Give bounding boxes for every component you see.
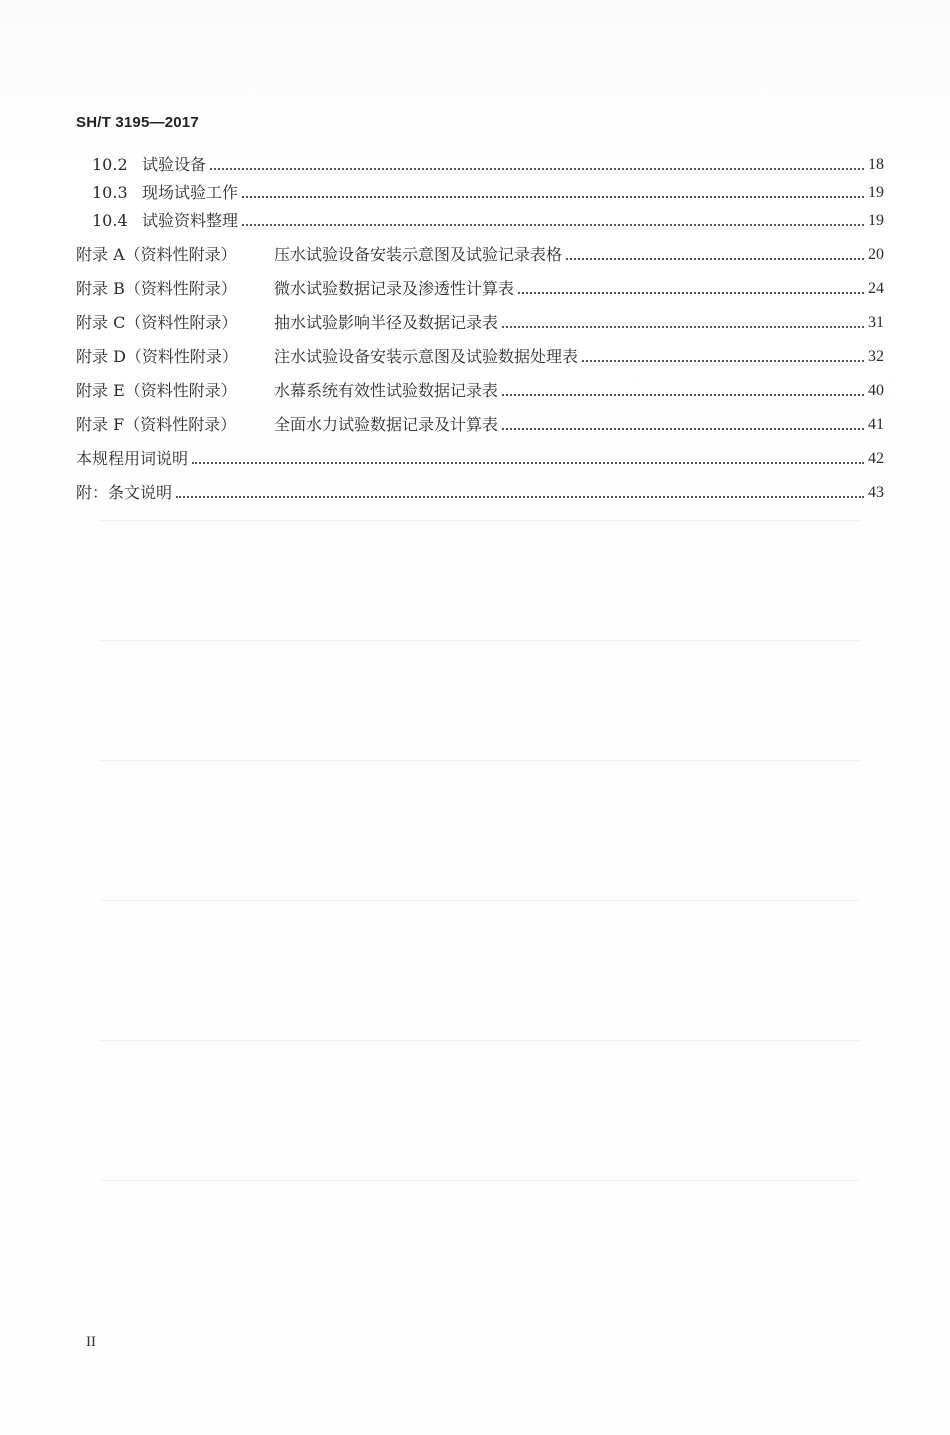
- toc-page-number: 24: [868, 280, 884, 297]
- toc-page-number: 32: [868, 348, 884, 365]
- toc-appendix-label: 附录 D（资料性附录）: [76, 347, 238, 366]
- toc-page-number: 40: [868, 382, 884, 399]
- toc-entry-appendix-c[interactable]: [76, 298, 884, 332]
- toc-dot-leader: [502, 427, 864, 430]
- bleed-through-line: [100, 520, 860, 521]
- toc-appendix-label: 附录 C（资料性附录）: [76, 313, 238, 332]
- toc-page-number: 19: [868, 212, 884, 229]
- toc-entry-title: 本规程用词说明: [76, 449, 189, 468]
- toc-page-number: 18: [868, 156, 884, 173]
- toc-appendix-title: 微水试验数据记录及渗透性计算表: [274, 279, 515, 298]
- toc-appendix-title: 水幕系统有效性试验数据记录表: [274, 381, 499, 400]
- document-code: SH/T 3195—2017: [76, 114, 199, 131]
- toc-page-number: 19: [868, 184, 884, 201]
- toc-dot-leader: [210, 167, 864, 170]
- toc-dot-leader: [518, 291, 864, 294]
- toc-page-number: 42: [868, 450, 884, 467]
- toc-dot-leader: [582, 359, 864, 362]
- toc-appendix-title: 压水试验设备安装示意图及试验记录表格: [274, 245, 563, 264]
- toc-entry-appendix-e[interactable]: [76, 366, 884, 400]
- toc-page-number: 41: [868, 416, 884, 433]
- toc-page-number: 43: [868, 484, 884, 501]
- toc-dot-leader: [176, 495, 864, 498]
- toc-section-title: 试验资料整理: [142, 211, 239, 230]
- toc-entry-10-2[interactable]: [76, 146, 884, 174]
- toc-dot-leader: [502, 325, 864, 328]
- bleed-through-line: [100, 1040, 860, 1041]
- toc-dot-leader: [502, 393, 864, 396]
- toc-entry-appendix-b[interactable]: [76, 264, 884, 298]
- toc-page-number: 20: [868, 246, 884, 263]
- bleed-through-line: [100, 1180, 860, 1181]
- bleed-through-line: [100, 640, 860, 641]
- toc-section-number: 10.4: [92, 211, 128, 230]
- toc-entry-10-4[interactable]: [76, 202, 884, 230]
- toc-appendix-label: 附录 A（资料性附录）: [76, 245, 237, 264]
- bleed-through-line: [100, 760, 860, 761]
- toc-appendix-title: 全面水力试验数据记录及计算表: [274, 415, 499, 434]
- toc-dot-leader: [566, 257, 864, 260]
- page-number-footer: II: [86, 1334, 96, 1350]
- toc-entry-title: 附：条文说明: [76, 483, 173, 502]
- toc-entry-10-3[interactable]: [76, 174, 884, 202]
- toc-appendix-label: 附录 F（资料性附录）: [76, 415, 237, 434]
- toc-page-number: 31: [868, 314, 884, 331]
- table-of-contents: [76, 146, 884, 502]
- toc-entry-appendix-a[interactable]: [76, 230, 884, 264]
- toc-entry-appendix-f[interactable]: [76, 400, 884, 434]
- toc-section-number: 10.2: [92, 155, 128, 174]
- toc-section-title: 试验设备: [142, 155, 207, 174]
- toc-appendix-title: 抽水试验影响半径及数据记录表: [274, 313, 499, 332]
- toc-entry-terminology[interactable]: [76, 434, 884, 468]
- toc-appendix-label: 附录 E（资料性附录）: [76, 381, 237, 400]
- toc-dot-leader: [242, 195, 864, 198]
- toc-section-number: 10.3: [92, 183, 128, 202]
- toc-dot-leader: [242, 223, 864, 226]
- bleed-through-line: [100, 900, 860, 901]
- toc-section-title: 现场试验工作: [142, 183, 239, 202]
- toc-dot-leader: [192, 461, 864, 464]
- toc-entry-commentary[interactable]: [76, 468, 884, 502]
- toc-appendix-label: 附录 B（资料性附录）: [76, 279, 237, 298]
- toc-entry-appendix-d[interactable]: [76, 332, 884, 366]
- toc-appendix-title: 注水试验设备安装示意图及试验数据处理表: [274, 347, 579, 366]
